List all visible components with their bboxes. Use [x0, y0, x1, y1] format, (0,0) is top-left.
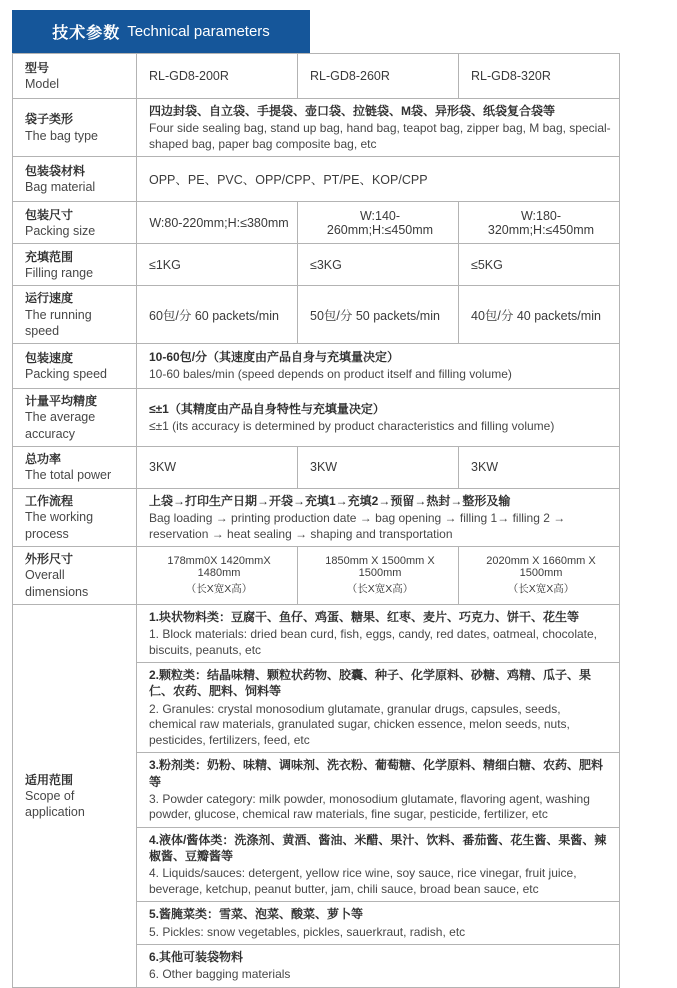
row-label-working-process	[13, 488, 137, 546]
packing-size-value-3: W:180-320mm;H:≤450mm	[459, 202, 620, 244]
row-label-bag-material	[13, 157, 137, 202]
row-label-en: Packing size	[25, 223, 96, 238]
scope-item-en: 2. Granules: crystal monosodium glutamate, granular drugs, capsules, seeds, chemical raw materials, granulated sugar, chicken essence, melon seeds, nuts, pesticides, fertilizers, feed, etc	[149, 701, 570, 747]
dimensions-value-2	[298, 547, 459, 605]
row-label-en: The total power	[25, 468, 112, 483]
packing-speed-value	[137, 344, 620, 389]
dimension-size: 178mm0X 1420mmX 1480mm	[167, 554, 271, 579]
running-speed-value-3: 40包/分 40 packets/min	[459, 286, 620, 344]
row-label-en: The bag type	[25, 128, 98, 143]
dimension-legend: （长X宽X高）	[507, 582, 575, 595]
scope-item-3	[137, 753, 620, 828]
row-label-scope	[13, 604, 137, 987]
row-label-en: The working process	[25, 510, 94, 541]
model-value-3: RL-GD8-320R	[459, 54, 620, 99]
row-label-en: Bag material	[25, 180, 96, 195]
row-label-zh: 计量平均精度	[25, 394, 98, 409]
row-label-en: The average accuracy	[25, 410, 96, 441]
row-label-total-power	[13, 446, 137, 488]
table-row-packing-size	[13, 202, 620, 244]
scope-item-zh: 4.液体/酱体类：洗涤剂、黄酒、酱油、米醋、果汁、饮料、番茄酱、花生酱、果酱、辣椒酱、豆瓣酱等	[149, 832, 607, 864]
row-label-en: Packing speed	[25, 367, 108, 382]
row-label-running-speed	[13, 286, 137, 344]
average-accuracy-zh: ≤±1（其精度由产品自身特性与充填量决定）	[149, 401, 385, 416]
row-label-zh: 包装速度	[25, 350, 74, 365]
row-label-filling-range	[13, 244, 137, 286]
table-row-filling-range	[13, 244, 620, 286]
row-label-zh: 总功率	[25, 452, 62, 467]
packing-size-value-2: W:140-260mm;H:≤450mm	[298, 202, 459, 244]
row-label-zh: 运行速度	[25, 291, 74, 306]
table-row-model	[13, 54, 620, 99]
bag-type-value	[137, 99, 620, 157]
row-label-zh: 袋子类形	[25, 112, 74, 127]
bag-type-en: Four side sealing bag, stand up bag, hand bag, teapot bag, zipper bag, M bag, special-shaped bag, paper bag composite bag, etc	[149, 121, 611, 151]
row-label-en: Overall dimensions	[25, 568, 89, 599]
row-label-en: Filling range	[25, 265, 94, 280]
working-process-en: Bag loading → printing production date → bag opening → filling 1→ filling 2 → reservation → heat sealing → shaping and transportation	[149, 510, 566, 541]
table-row-packing-speed	[13, 344, 620, 389]
scope-item-1	[137, 604, 620, 662]
row-label-packing-size	[13, 202, 137, 244]
table-row-total-power	[13, 446, 620, 488]
bag-type-zh: 四边封袋、自立袋、手提袋、壶口袋、拉链袋、M袋、异形袋、纸袋复合袋等	[149, 104, 555, 118]
scope-item-en: 4. Liquids/sauces: detergent, yellow rice wine, soy sauce, rice vinegar, fruit juice, beverage, ketchup, peanut butter, jam, chili sauce, broad bean sauce, etc	[149, 866, 577, 896]
dimension-size: 1850mm X 1500mm X 1500mm	[325, 554, 435, 579]
row-label-zh: 工作流程	[25, 494, 74, 509]
section-title-zh: 技术参数	[52, 25, 121, 42]
filling-range-value-2: ≤3KG	[298, 244, 459, 286]
scope-item-en: 6. Other bagging materials	[149, 967, 291, 982]
table-row-running-speed	[13, 286, 620, 344]
filling-range-value-1: ≤1KG	[137, 244, 298, 286]
scope-item-en: 1. Block materials: dried bean curd, fish, eggs, candy, red dates, oatmeal, chocolate, biscuits, peanuts, etc	[149, 627, 598, 657]
scope-item-en: 5. Pickles: snow vegetables, pickles, sauerkraut, radish, etc	[149, 924, 466, 939]
table-row-bag-material	[13, 157, 620, 202]
working-process-zh: 上袋→打印生产日期→开袋→充填1→充填2→预留→热封→整形及输	[149, 493, 511, 508]
row-label-packing-speed	[13, 344, 137, 389]
scope-item-zh: 5.酱腌菜类：雪菜、泡菜、酸菜、萝卜等	[149, 907, 364, 922]
scope-item-zh: 2.颗粒类：结晶味精、颗粒状药物、胶囊、种子、化学原料、砂糖、鸡精、瓜子、果仁、农药、肥料、饲料等	[149, 668, 592, 699]
row-label-zh: 包装袋材料	[25, 164, 86, 179]
dimension-legend: （长X宽X高）	[346, 582, 414, 595]
table-row-bag-type	[13, 99, 620, 157]
row-label-en: Model	[25, 76, 60, 91]
row-label-en: Scope of application	[25, 788, 85, 820]
row-label-zh: 型号	[25, 60, 50, 75]
row-label-model	[13, 54, 137, 99]
scope-item-zh: 3.粉剂类：奶粉、味精、调味剂、洗衣粉、葡萄糖、化学原料、精细白糖、农药、肥料等	[149, 758, 604, 789]
working-process-value	[137, 488, 620, 546]
table-row-scope-1	[13, 604, 620, 662]
packing-size-value-1: W:80-220mm;H:≤380mm	[137, 202, 298, 244]
running-speed-value-1: 60包/分 60 packets/min	[137, 286, 298, 344]
section-header	[12, 10, 310, 53]
row-label-en: The running speed	[25, 307, 92, 338]
scope-item-zh: 6.其他可装袋物料	[149, 950, 244, 965]
dimension-legend: （长X宽X高）	[185, 582, 253, 595]
technical-parameters-table	[12, 53, 620, 988]
filling-range-value-3: ≤5KG	[459, 244, 620, 286]
table-row-average-accuracy	[13, 389, 620, 447]
packing-speed-en: 10-60 bales/min (speed depends on product itself and filling volume)	[149, 367, 512, 382]
scope-item-zh: 1.块状物料类：豆腐干、鱼仔、鸡蛋、糖果、红枣、麦片、巧克力、饼干、花生等	[149, 609, 580, 624]
row-label-zh: 充填范围	[25, 249, 74, 264]
total-power-value-2: 3KW	[298, 446, 459, 488]
row-label-overall-dimensions	[13, 547, 137, 605]
model-value-1: RL-GD8-200R	[137, 54, 298, 99]
row-label-average-accuracy	[13, 389, 137, 447]
scope-item-6	[137, 945, 620, 988]
dimensions-value-3	[459, 547, 620, 605]
scope-item-en: 3. Powder category: milk powder, monosodium glutamate, flavoring agent, washing powder, glucose, chemical raw materials, fine sugar, pesticide, fertilizer, etc	[149, 791, 590, 822]
average-accuracy-value	[137, 389, 620, 447]
row-label-bag-type	[13, 99, 137, 157]
scope-item-5	[137, 902, 620, 945]
row-label-zh: 包装尺寸	[25, 207, 74, 222]
table-row-working-process	[13, 488, 620, 546]
running-speed-value-2: 50包/分 50 packets/min	[298, 286, 459, 344]
section-title-en: Technical parameters	[127, 23, 270, 40]
total-power-value-3: 3KW	[459, 446, 620, 488]
dimensions-value-1	[137, 547, 298, 605]
scope-item-4	[137, 827, 620, 902]
packing-speed-zh: 10-60包/分（其速度由产品自身与充填量决定）	[149, 350, 400, 365]
scope-item-2	[137, 663, 620, 753]
average-accuracy-en: ≤±1 (its accuracy is determined by product characteristics and filling volume)	[149, 418, 555, 433]
bag-material-value: OPP、PE、PVC、OPP/CPP、PT/PE、KOP/CPP	[137, 157, 620, 202]
total-power-value-1: 3KW	[137, 446, 298, 488]
model-value-2: RL-GD8-260R	[298, 54, 459, 99]
row-label-zh: 适用范围	[25, 772, 74, 787]
table-row-overall-dimensions	[13, 547, 620, 605]
dimension-size: 2020mm X 1660mm X 1500mm	[486, 554, 596, 579]
row-label-zh: 外形尺寸	[25, 552, 74, 567]
